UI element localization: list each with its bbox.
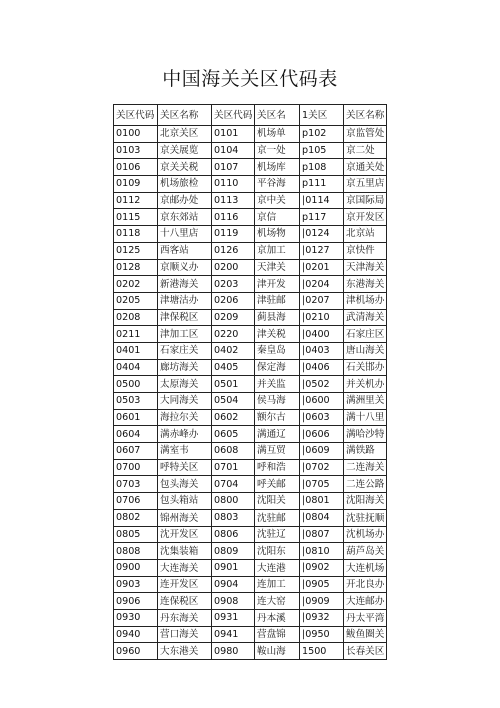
cell-name-1: 机场旅检: [158, 176, 212, 193]
cell-code-2: 0126: [212, 242, 255, 259]
cell-code-3: |0902: [300, 559, 344, 576]
table-row: [114, 176, 387, 193]
cell-name-1: 营口海关: [158, 626, 212, 643]
table-row: [114, 643, 387, 660]
cell-code-3: |0204: [300, 276, 344, 293]
cell-code-2: 0101: [212, 126, 255, 143]
cell-name-3: 京通关处: [344, 159, 387, 176]
cell-code-2: 0941: [212, 626, 255, 643]
cell-name-3: 鲅鱼圈关: [344, 626, 387, 643]
table-row: [114, 559, 387, 576]
cell-code-1: 0503: [114, 393, 158, 410]
cell-name-2: 呼关邮: [255, 476, 300, 493]
cell-code-3: |0600: [300, 393, 344, 410]
cell-name-1: 海拉尔关: [158, 409, 212, 426]
cell-code-2: 0220: [212, 326, 255, 343]
cell-name-3: 二连公路: [344, 476, 387, 493]
cell-name-1: 锦州海关: [158, 509, 212, 526]
cell-name-2: 天津关: [255, 259, 300, 276]
customs-code-table: [113, 104, 387, 660]
cell-name-2: 沈驻邮: [255, 509, 300, 526]
table-row: [114, 576, 387, 593]
cell-name-3: 石关邯办: [344, 359, 387, 376]
cell-name-3: 京五里店: [344, 176, 387, 193]
cell-name-1: 丹东海关: [158, 609, 212, 626]
cell-code-1: 0607: [114, 443, 158, 460]
cell-code-3: |0201: [300, 259, 344, 276]
cell-name-1: 包头箱站: [158, 493, 212, 510]
cell-code-3: |0207: [300, 292, 344, 309]
table-row: [114, 376, 387, 393]
cell-code-2: 0119: [212, 226, 255, 243]
cell-code-1: 0802: [114, 509, 158, 526]
cell-name-1: 沈集装箱: [158, 543, 212, 560]
cell-name-2: 平谷海: [255, 176, 300, 193]
table-row: [114, 242, 387, 259]
cell-code-3: |0606: [300, 426, 344, 443]
cell-name-3: 满铁路: [344, 443, 387, 460]
cell-code-2: 0504: [212, 393, 255, 410]
cell-name-2: 机场物: [255, 226, 300, 243]
cell-name-2: 并关监: [255, 376, 300, 393]
cell-code-3: |0702: [300, 459, 344, 476]
cell-name-2: 机场单: [255, 126, 300, 143]
cell-name-1: 京关关税: [158, 159, 212, 176]
cell-name-3: 沈阳海关: [344, 493, 387, 510]
cell-code-1: 0202: [114, 276, 158, 293]
table-row: [114, 459, 387, 476]
header-name-1: 关区名称: [158, 105, 212, 126]
cell-name-3: 京快件: [344, 242, 387, 259]
cell-name-1: 新港海关: [158, 276, 212, 293]
cell-code-1: 0211: [114, 326, 158, 343]
cell-code-3: |0909: [300, 593, 344, 610]
cell-code-2: 0206: [212, 292, 255, 309]
cell-name-1: 津保税区: [158, 309, 212, 326]
cell-name-3: 京监管处: [344, 126, 387, 143]
cell-code-2: 0113: [212, 192, 255, 209]
cell-name-3: 大连机场: [344, 559, 387, 576]
cell-name-2: 连加工: [255, 576, 300, 593]
cell-name-3: 津机场办: [344, 292, 387, 309]
cell-code-2: 0107: [212, 159, 255, 176]
cell-code-2: 0809: [212, 543, 255, 560]
cell-name-2: 额尔古: [255, 409, 300, 426]
cell-name-1: 大东港关: [158, 643, 212, 660]
cell-code-1: 0118: [114, 226, 158, 243]
cell-code-1: 0706: [114, 493, 158, 510]
cell-name-1: 大同海关: [158, 393, 212, 410]
cell-name-1: 京顺义办: [158, 259, 212, 276]
cell-code-2: 0704: [212, 476, 255, 493]
cell-code-3: |0905: [300, 576, 344, 593]
table-row: [114, 509, 387, 526]
table-row: [114, 276, 387, 293]
cell-name-2: 连大窑: [255, 593, 300, 610]
cell-code-1: 0106: [114, 159, 158, 176]
cell-code-3: |0502: [300, 376, 344, 393]
cell-code-2: 0980: [212, 643, 255, 660]
cell-name-3: 大连邮办: [344, 593, 387, 610]
cell-name-2: 津关税: [255, 326, 300, 343]
cell-code-3: p108: [300, 159, 344, 176]
cell-name-2: 京中关: [255, 192, 300, 209]
cell-code-3: |0705: [300, 476, 344, 493]
cell-name-3: 沈机场办: [344, 526, 387, 543]
cell-code-1: 0128: [114, 259, 158, 276]
cell-code-2: 0901: [212, 559, 255, 576]
cell-name-1: 满室韦: [158, 443, 212, 460]
cell-name-2: 津驻邮: [255, 292, 300, 309]
table-row: [114, 493, 387, 510]
cell-code-3: |0406: [300, 359, 344, 376]
cell-code-2: 0203: [212, 276, 255, 293]
table-header-row: [114, 105, 387, 126]
cell-name-1: 津加工区: [158, 326, 212, 343]
cell-code-3: |0114: [300, 192, 344, 209]
table-row: [114, 309, 387, 326]
cell-name-3: 满洲里关: [344, 393, 387, 410]
cell-name-1: 包头海关: [158, 476, 212, 493]
header-name-3: 关区名称: [344, 105, 387, 126]
cell-code-3: p111: [300, 176, 344, 193]
cell-name-1: 津塘沽办: [158, 292, 212, 309]
cell-name-2: 京一处: [255, 142, 300, 159]
cell-name-2: 沈驻辽: [255, 526, 300, 543]
cell-code-1: 0960: [114, 643, 158, 660]
cell-code-3: |0403: [300, 342, 344, 359]
cell-name-3: 二连海关: [344, 459, 387, 476]
cell-name-3: 长春关区: [344, 643, 387, 660]
cell-name-1: 京东郊站: [158, 209, 212, 226]
table-row: [114, 426, 387, 443]
cell-code-2: 0605: [212, 426, 255, 443]
cell-code-1: 0903: [114, 576, 158, 593]
cell-name-3: 唐山海关: [344, 342, 387, 359]
cell-name-1: 呼特关区: [158, 459, 212, 476]
table-row: [114, 626, 387, 643]
cell-name-2: 满通辽: [255, 426, 300, 443]
cell-code-3: |0801: [300, 493, 344, 510]
cell-name-2: 沈阳东: [255, 543, 300, 560]
cell-code-2: 0402: [212, 342, 255, 359]
table-row: [114, 259, 387, 276]
cell-code-1: 0808: [114, 543, 158, 560]
table-row: [114, 593, 387, 610]
cell-code-1: 0906: [114, 593, 158, 610]
cell-name-1: 北京关区: [158, 126, 212, 143]
cell-code-2: 0803: [212, 509, 255, 526]
table-row: [114, 393, 387, 410]
page-title: 中国海关关区代码表: [162, 68, 338, 90]
cell-name-2: 满互贸: [255, 443, 300, 460]
cell-name-2: 丹本溪: [255, 609, 300, 626]
cell-code-1: 0125: [114, 242, 158, 259]
table-row: [114, 526, 387, 543]
cell-code-3: |0950: [300, 626, 344, 643]
cell-code-1: 0601: [114, 409, 158, 426]
cell-name-3: 丹太平湾: [344, 609, 387, 626]
cell-code-3: 1500: [300, 643, 344, 660]
cell-code-2: 0501: [212, 376, 255, 393]
cell-name-2: 呼和浩: [255, 459, 300, 476]
cell-code-3: |0609: [300, 443, 344, 460]
cell-code-2: 0602: [212, 409, 255, 426]
cell-name-3: 满哈沙特: [344, 426, 387, 443]
cell-code-2: 0806: [212, 526, 255, 543]
cell-code-2: 0701: [212, 459, 255, 476]
cell-code-1: 0930: [114, 609, 158, 626]
cell-name-1: 十八里店: [158, 226, 212, 243]
header-name-2: 关区名: [255, 105, 300, 126]
cell-code-2: 0200: [212, 259, 255, 276]
cell-name-3: 京二处: [344, 142, 387, 159]
cell-name-3: 并关机办: [344, 376, 387, 393]
cell-code-1: 0500: [114, 376, 158, 393]
table-row: [114, 226, 387, 243]
cell-name-3: 沈驻抚顺: [344, 509, 387, 526]
table-row: [114, 192, 387, 209]
cell-code-3: |0932: [300, 609, 344, 626]
table-row: [114, 292, 387, 309]
cell-code-2: 0931: [212, 609, 255, 626]
cell-name-1: 大连海关: [158, 559, 212, 576]
table-row: [114, 142, 387, 159]
cell-code-1: 0401: [114, 342, 158, 359]
cell-code-1: 0604: [114, 426, 158, 443]
cell-name-1: 沈开发区: [158, 526, 212, 543]
cell-name-1: 京关展览: [158, 142, 212, 159]
cell-name-3: 葫芦岛关: [344, 543, 387, 560]
cell-name-1: 京邮办处: [158, 192, 212, 209]
cell-name-1: 连开发区: [158, 576, 212, 593]
cell-name-1: 廊坊海关: [158, 359, 212, 376]
table-row: [114, 326, 387, 343]
cell-code-1: 0940: [114, 626, 158, 643]
cell-code-3: p117: [300, 209, 344, 226]
cell-name-2: 秦皇岛: [255, 342, 300, 359]
cell-code-3: |0810: [300, 543, 344, 560]
cell-name-2: 京加工: [255, 242, 300, 259]
cell-code-1: 0700: [114, 459, 158, 476]
cell-code-3: |0804: [300, 509, 344, 526]
table-row: [114, 443, 387, 460]
cell-name-3: 开北良办: [344, 576, 387, 593]
cell-name-2: 机场库: [255, 159, 300, 176]
cell-name-1: 石家庄关: [158, 342, 212, 359]
table-row: [114, 609, 387, 626]
cell-name-2: 保定海: [255, 359, 300, 376]
table-row: [114, 209, 387, 226]
cell-code-1: 0109: [114, 176, 158, 193]
cell-name-2: 大连港: [255, 559, 300, 576]
cell-code-3: p105: [300, 142, 344, 159]
cell-name-2: 蓟县海: [255, 309, 300, 326]
cell-name-2: 营盘锦: [255, 626, 300, 643]
cell-code-3: |0807: [300, 526, 344, 543]
cell-name-1: 连保税区: [158, 593, 212, 610]
cell-code-2: 0800: [212, 493, 255, 510]
table-row: [114, 126, 387, 143]
cell-name-2: 侯马海: [255, 393, 300, 410]
cell-code-1: 0112: [114, 192, 158, 209]
cell-code-2: 0608: [212, 443, 255, 460]
table-row: [114, 476, 387, 493]
table-row: [114, 409, 387, 426]
cell-code-1: 0205: [114, 292, 158, 309]
cell-name-3: 京国际局: [344, 192, 387, 209]
cell-code-1: 0900: [114, 559, 158, 576]
header-code-3: 1关区: [300, 105, 344, 126]
cell-code-2: 0908: [212, 593, 255, 610]
cell-code-1: 0805: [114, 526, 158, 543]
cell-code-1: 0100: [114, 126, 158, 143]
table-row: [114, 159, 387, 176]
cell-name-3: 石家庄区: [344, 326, 387, 343]
cell-name-3: 武清海关: [344, 309, 387, 326]
cell-code-3: |0603: [300, 409, 344, 426]
table-row: [114, 359, 387, 376]
cell-name-3: 满十八里: [344, 409, 387, 426]
cell-name-1: 满赤峰办: [158, 426, 212, 443]
cell-code-2: 0405: [212, 359, 255, 376]
cell-code-3: |0210: [300, 309, 344, 326]
cell-name-1: 西客站: [158, 242, 212, 259]
cell-code-1: 0404: [114, 359, 158, 376]
cell-name-3: 北京站: [344, 226, 387, 243]
cell-name-2: 鞍山海: [255, 643, 300, 660]
cell-code-2: 0104: [212, 142, 255, 159]
cell-code-1: 0103: [114, 142, 158, 159]
cell-name-2: 沈阳关: [255, 493, 300, 510]
cell-name-1: 太原海关: [158, 376, 212, 393]
cell-code-1: 0208: [114, 309, 158, 326]
header-code-2: 关区代码: [212, 105, 255, 126]
header-code-1: 关区代码: [114, 105, 158, 126]
cell-name-2: 津开发: [255, 276, 300, 293]
cell-code-2: 0209: [212, 309, 255, 326]
cell-code-3: |0127: [300, 242, 344, 259]
cell-name-3: 东港海关: [344, 276, 387, 293]
cell-name-2: 京信: [255, 209, 300, 226]
cell-code-3: |0124: [300, 226, 344, 243]
cell-code-1: 0115: [114, 209, 158, 226]
table-row: [114, 342, 387, 359]
cell-code-2: 0110: [212, 176, 255, 193]
cell-code-1: 0703: [114, 476, 158, 493]
cell-code-2: 0116: [212, 209, 255, 226]
cell-code-3: p102: [300, 126, 344, 143]
cell-name-3: 天津海关: [344, 259, 387, 276]
table-row: [114, 543, 387, 560]
cell-code-3: |0400: [300, 326, 344, 343]
cell-code-2: 0904: [212, 576, 255, 593]
cell-name-3: 京开发区: [344, 209, 387, 226]
